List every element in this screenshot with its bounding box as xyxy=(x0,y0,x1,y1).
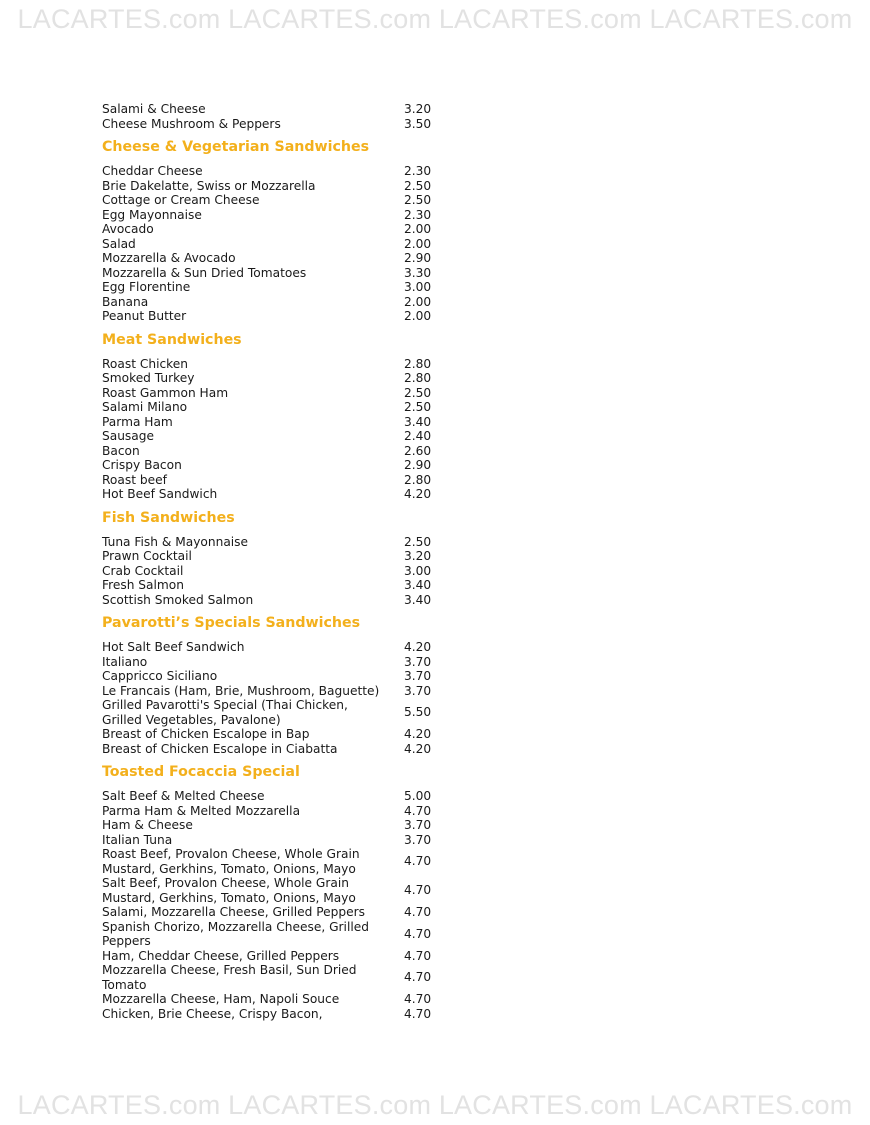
item-name: Ham & Cheese xyxy=(102,818,193,832)
item-price: 2.60 xyxy=(404,443,432,458)
menu-item xyxy=(102,669,432,684)
item-price: 3.40 xyxy=(404,578,432,592)
item-price: 3.70 xyxy=(404,832,432,847)
menu-item xyxy=(102,847,432,876)
section-heading: Toasted Focaccia Special xyxy=(102,764,300,780)
item-name: Salami Milano xyxy=(102,400,188,414)
menu-item xyxy=(102,742,432,757)
item-name: Cheese Mushroom & Peppers xyxy=(102,116,281,131)
menu-section xyxy=(102,615,432,756)
menu-page xyxy=(102,102,432,1021)
item-name: Avocado xyxy=(102,222,154,236)
item-name: Sausage xyxy=(102,429,154,443)
menu-item xyxy=(102,357,432,372)
item-name: Breast of Chicken Escalope in Ciabatta xyxy=(102,741,338,756)
item-price: 4.70 xyxy=(404,992,432,1006)
menu-item xyxy=(102,295,432,310)
menu-item xyxy=(102,193,432,208)
item-name: Mozzarella Cheese, Ham, Napoli Souce xyxy=(102,992,340,1006)
menu-section xyxy=(102,510,432,608)
item-price: 2.30 xyxy=(404,164,432,178)
menu-item xyxy=(102,804,432,819)
item-price: 2.50 xyxy=(404,534,432,549)
item-name: Crab Cocktail xyxy=(102,563,184,578)
item-price: 4.20 xyxy=(404,741,432,756)
item-price: 4.70 xyxy=(404,905,432,919)
item-price: 2.90 xyxy=(404,251,432,265)
item-price: 5.50 xyxy=(404,705,432,720)
item-name: Cottage or Cream Cheese xyxy=(102,193,260,207)
item-price: 2.00 xyxy=(404,294,432,309)
menu-section xyxy=(102,332,432,502)
section-heading: Pavarotti’s Specials Sandwiches xyxy=(102,615,361,631)
item-name: Spanish Chorizo, Mozzarella Cheese, Grilled Peppers xyxy=(102,919,369,948)
menu-item xyxy=(102,309,432,324)
item-name: Prawn Cocktail xyxy=(102,549,192,563)
item-price: 2.80 xyxy=(404,472,432,487)
menu-item xyxy=(102,593,432,608)
item-name: Hot Beef Sandwich xyxy=(102,487,218,501)
item-name: Roast Beef, Provalon Cheese, Whole Grain Mustard, Gerkhins, Tomato, Onions, Mayo xyxy=(102,847,360,876)
item-price: 4.70 xyxy=(404,1006,432,1021)
item-name: Italian Tuna xyxy=(102,832,173,847)
item-price: 2.30 xyxy=(404,207,432,222)
item-name: Le Francais (Ham, Brie, Mushroom, Baguette) xyxy=(102,683,380,698)
item-name: Tuna Fish & Mayonnaise xyxy=(102,534,249,549)
item-price: 3.20 xyxy=(404,102,432,116)
menu-item xyxy=(102,640,432,655)
item-name: Bacon xyxy=(102,443,140,458)
item-price: 2.00 xyxy=(404,236,432,251)
menu-item xyxy=(102,487,432,502)
item-price: 4.70 xyxy=(404,948,432,963)
item-price: 4.20 xyxy=(404,727,432,741)
menu-item xyxy=(102,444,432,459)
item-name: Chicken, Brie Cheese, Crispy Bacon, xyxy=(102,1006,323,1021)
item-price: 3.30 xyxy=(404,265,432,280)
item-name: Roast beef xyxy=(102,472,167,487)
menu-item xyxy=(102,280,432,295)
watermark-bottom: LACARTES.com LACARTES.com LACARTES.com LACARTES.com xyxy=(17,1090,853,1120)
item-price: 2.00 xyxy=(404,309,432,323)
item-price: 3.00 xyxy=(404,563,432,578)
item-price: 3.40 xyxy=(404,414,432,429)
menu-item xyxy=(102,458,432,473)
item-name: Salami, Mozzarella Cheese, Grilled Peppers xyxy=(102,905,365,919)
menu-item xyxy=(102,222,432,237)
item-name: Fresh Salmon xyxy=(102,578,184,592)
menu-section xyxy=(102,764,432,1021)
menu-item xyxy=(102,564,432,579)
item-name: Salt Beef & Melted Cheese xyxy=(102,789,265,803)
item-name: Egg Mayonnaise xyxy=(102,207,202,222)
menu-item xyxy=(102,386,432,401)
item-name: Parma Ham & Melted Mozzarella xyxy=(102,803,301,818)
item-price: 4.70 xyxy=(404,803,432,818)
menu-item xyxy=(102,949,432,964)
menu-item xyxy=(102,963,432,992)
item-name: Smoked Turkey xyxy=(102,371,195,385)
menu-item xyxy=(102,371,432,386)
section-heading: Fish Sandwiches xyxy=(102,509,235,526)
menu-item xyxy=(102,992,432,1007)
menu-item xyxy=(102,833,432,848)
menu-item xyxy=(102,789,432,804)
menu-item xyxy=(102,102,432,117)
item-name: Ham, Cheddar Cheese, Grilled Peppers xyxy=(102,948,340,963)
item-name: Roast Gammon Ham xyxy=(102,385,229,400)
item-name: Peanut Butter xyxy=(102,309,187,323)
menu-item xyxy=(102,535,432,550)
item-name: Grilled Pavarotti's Special (Thai Chicken, Grilled Vegetables, Pavalone) xyxy=(102,698,348,727)
item-price: 2.40 xyxy=(404,429,432,443)
menu-item xyxy=(102,1007,432,1022)
item-price: 4.70 xyxy=(404,926,432,941)
item-name: Cheddar Cheese xyxy=(102,164,203,178)
item-price: 2.50 xyxy=(404,385,432,400)
menu-item xyxy=(102,179,432,194)
item-price: 3.70 xyxy=(404,669,432,683)
menu-item xyxy=(102,549,432,564)
item-price: 2.50 xyxy=(404,193,432,207)
item-price: 3.70 xyxy=(404,654,432,669)
item-price: 3.20 xyxy=(404,549,432,563)
item-name: Banana xyxy=(102,294,149,309)
menu-item xyxy=(102,266,432,281)
item-name: Scottish Smoked Salmon xyxy=(102,592,254,607)
item-price: 2.80 xyxy=(404,356,432,371)
item-price: 2.00 xyxy=(404,222,432,236)
item-price: 5.00 xyxy=(404,789,432,803)
menu-item xyxy=(102,429,432,444)
item-name: Mozzarella Cheese, Fresh Basil, Sun Dried Tomato xyxy=(102,963,357,992)
watermark-top: LACARTES.com LACARTES.com LACARTES.com LACARTES.com xyxy=(17,4,853,34)
menu-item xyxy=(102,876,432,905)
menu-item xyxy=(102,655,432,670)
menu-item xyxy=(102,698,432,727)
item-price: 4.70 xyxy=(404,854,432,869)
item-price: 2.80 xyxy=(404,371,432,385)
menu-item xyxy=(102,920,432,949)
menu-item xyxy=(102,117,432,132)
menu-item xyxy=(102,684,432,699)
menu-item xyxy=(102,164,432,179)
menu-item xyxy=(102,251,432,266)
menu-item xyxy=(102,415,432,430)
item-price: 4.70 xyxy=(404,970,432,985)
section-heading: Cheese & Vegetarian Sandwiches xyxy=(102,139,370,155)
item-name: Mozzarella & Sun Dried Tomatoes xyxy=(102,265,307,280)
item-price: 4.20 xyxy=(404,487,432,501)
item-name: Brie Dakelatte, Swiss or Mozzarella xyxy=(102,178,316,193)
menu-item xyxy=(102,400,432,415)
item-name: Salt Beef, Provalon Cheese, Whole Grain Mustard, Gerkhins, Tomato, Onions, Mayo xyxy=(102,876,356,905)
item-name: Mozzarella & Avocado xyxy=(102,251,236,265)
item-price: 2.50 xyxy=(404,178,432,193)
menu-item xyxy=(102,727,432,742)
item-name: Roast Chicken xyxy=(102,356,189,371)
item-name: Parma Ham xyxy=(102,414,173,429)
item-price: 4.70 xyxy=(404,883,432,898)
section-heading: Meat Sandwiches xyxy=(102,331,242,348)
item-price: 3.50 xyxy=(404,116,432,131)
item-name: Hot Salt Beef Sandwich xyxy=(102,640,245,654)
item-name: Salad xyxy=(102,236,136,251)
item-name: Crispy Bacon xyxy=(102,458,182,472)
item-price: 3.00 xyxy=(404,280,432,294)
item-name: Salami & Cheese xyxy=(102,102,206,116)
menu-section xyxy=(102,139,432,324)
item-name: Egg Florentine xyxy=(102,280,191,294)
item-name: Cappricco Siciliano xyxy=(102,669,218,683)
menu-section xyxy=(102,102,432,131)
menu-item xyxy=(102,818,432,833)
item-name: Breast of Chicken Escalope in Bap xyxy=(102,727,310,741)
item-price: 2.50 xyxy=(404,400,432,414)
item-name: Italiano xyxy=(102,654,148,669)
item-price: 3.40 xyxy=(404,592,432,607)
menu-item xyxy=(102,473,432,488)
menu-item xyxy=(102,905,432,920)
item-price: 2.90 xyxy=(404,458,432,472)
menu-item xyxy=(102,237,432,252)
item-price: 4.20 xyxy=(404,640,432,654)
menu-item xyxy=(102,208,432,223)
item-price: 3.70 xyxy=(404,683,432,698)
item-price: 3.70 xyxy=(404,818,432,832)
menu-item xyxy=(102,578,432,593)
